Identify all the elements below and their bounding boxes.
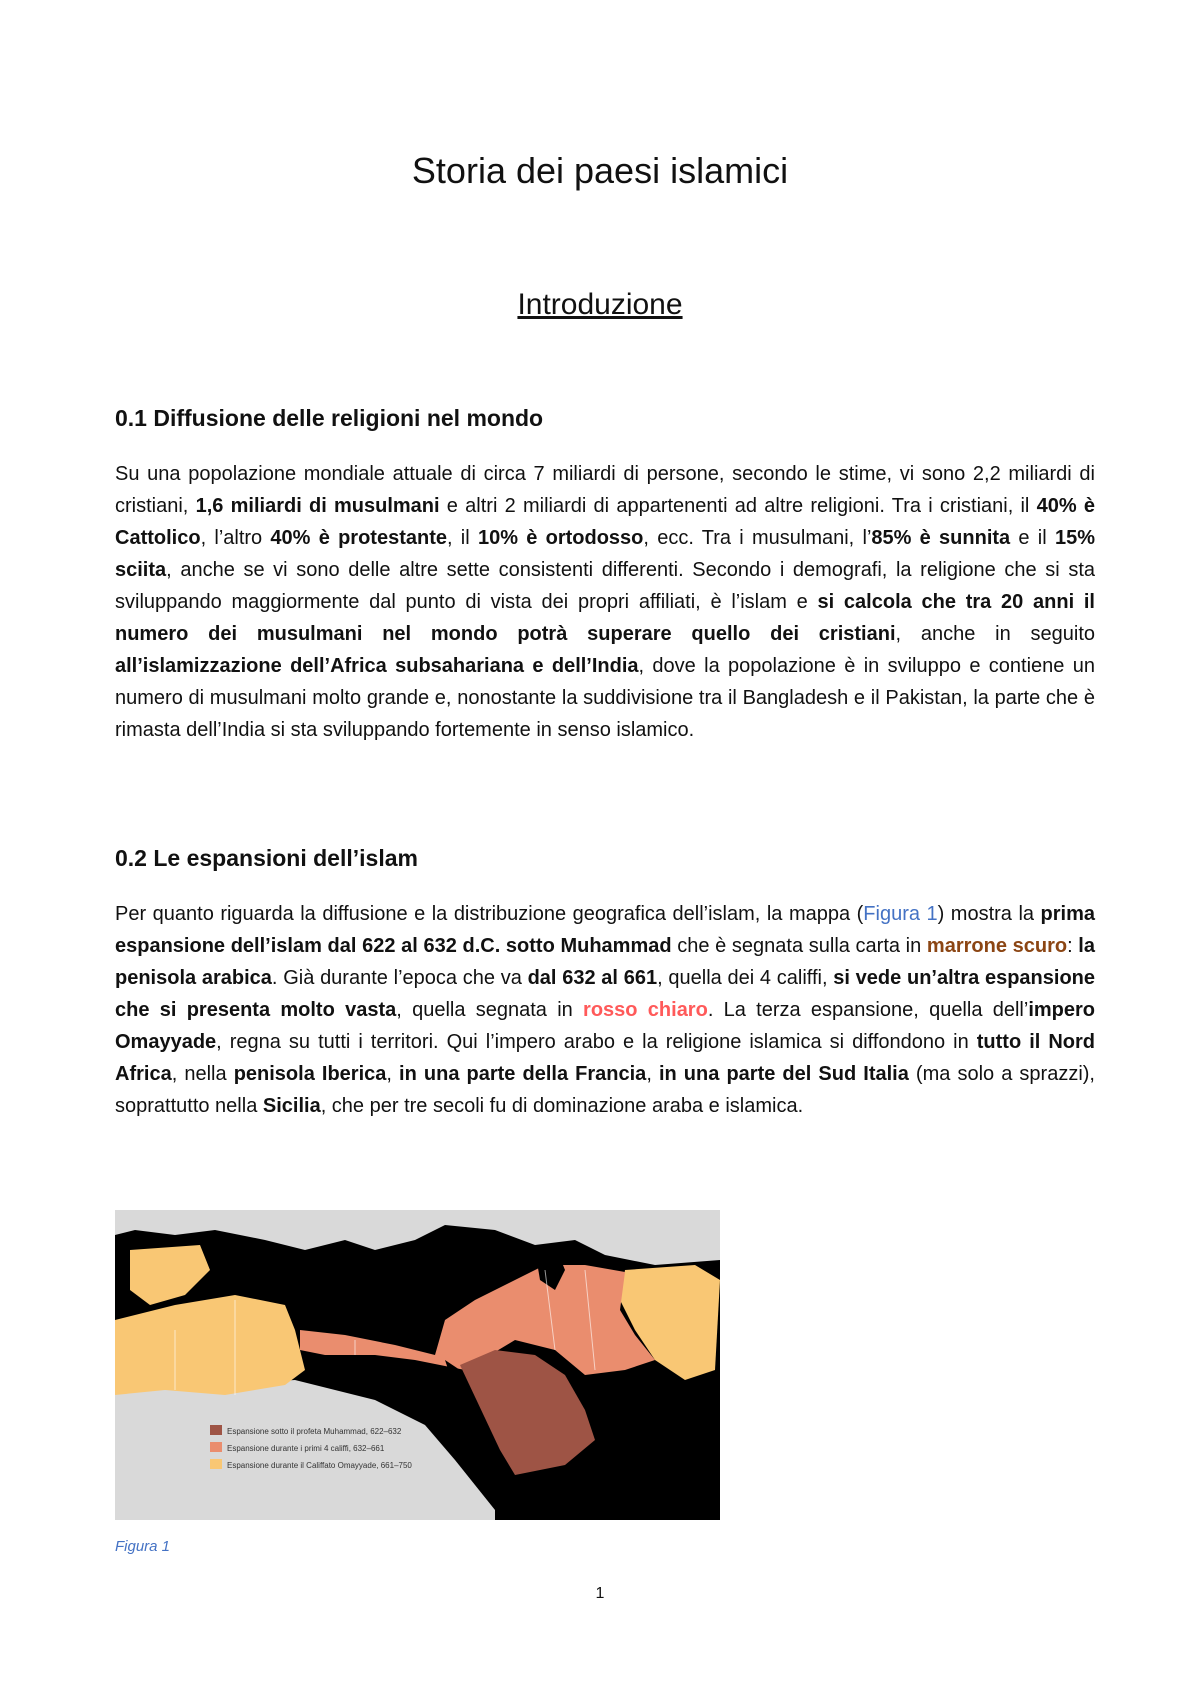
page-title: Storia dei paesi islamici [411,150,789,191]
chapter-title: Introduzione [517,288,683,321]
legend-swatch-umayyad [210,1459,222,1469]
legend-swatch-muhammad [210,1425,222,1435]
section-heading-0-1: 0.1 Diffusione delle religioni nel mondo [115,405,544,431]
legend-label-rashidun: Espansione durante i primi 4 califfi, 632–661 [227,1444,385,1453]
figure-caption: Figura 1 [115,1538,171,1555]
paragraph-expansions: Per quanto riguarda la diffusione e la distribuzione geografica dell’islam, la mappa (Figura 1) mostra la prima espansione dell’islam dal 622 al 632 d.C. sotto Muhammad che è segnata sulla carta in marrone scuro: la penisola arabica. Già durante l’epoca che va dal 632 al 661, quella dei 4 califfi, si vede un’altra espansione che si presenta molto vasta, quella segnata in rosso chiaro. La terza espansione, quella dell’impero Omayyade, regna su tutti i territori. Qui l’impero arabo e la religione islamica si diffondono in tutto il Nord Africa, nella penisola Iberica, in una parte della Francia, in una parte del Sud Italia (ma solo a sprazzi), soprattutto nella Sicilia, che per tre secoli fu di dominazione araba e islamica. [115,903,1096,1117]
map-legend [210,1425,412,1470]
figure-reference-link[interactable]: Figura 1 [863,903,938,925]
expansion-map [115,1210,720,1520]
legend-label-muhammad: Espansione sotto il profeta Muhammad, 622–632 [227,1427,402,1436]
legend-swatch-rashidun [210,1442,222,1452]
legend-label-umayyad: Espansione durante il Califfato Omayyade, 661–750 [227,1461,412,1470]
section-heading-0-2: 0.2 Le espansioni dell’islam [115,845,418,871]
page-number: 1 [595,1585,605,1602]
paragraph-religions: Su una popolazione mondiale attuale di circa 7 miliardi di persone, secondo le stime, vi sono 2,2 miliardi di cristiani, 1,6 miliardi di musulmani e altri 2 miliardi di appartenenti ad altre religioni. Tra i cristiani, il 40% è Cattolico, l’altro 40% è protestante, il 10% è ortodosso, ecc. Tra i musulmani, l’85% è sunnita e il 15% sciita, anche se vi sono delle altre sette consistenti differenti. Secondo i demografi, la religione che si sta sviluppando maggiormente dal punto di vista dei propri affiliati, è l’islam e si calcola che tra 20 anni il numero dei musulmani nel mondo potrà superare quello dei cristiani, anche in seguito all’islamizzazione dell’Africa subsahariana e dell’India, dove la popolazione è in sviluppo e contiene un numero di musulmani molto grande e, nonostante la suddivisione tra il Bangladesh e il Pakistan, la parte che è rimasta dell’India si sta sviluppando fortemente in senso islamico. [115,463,1095,741]
